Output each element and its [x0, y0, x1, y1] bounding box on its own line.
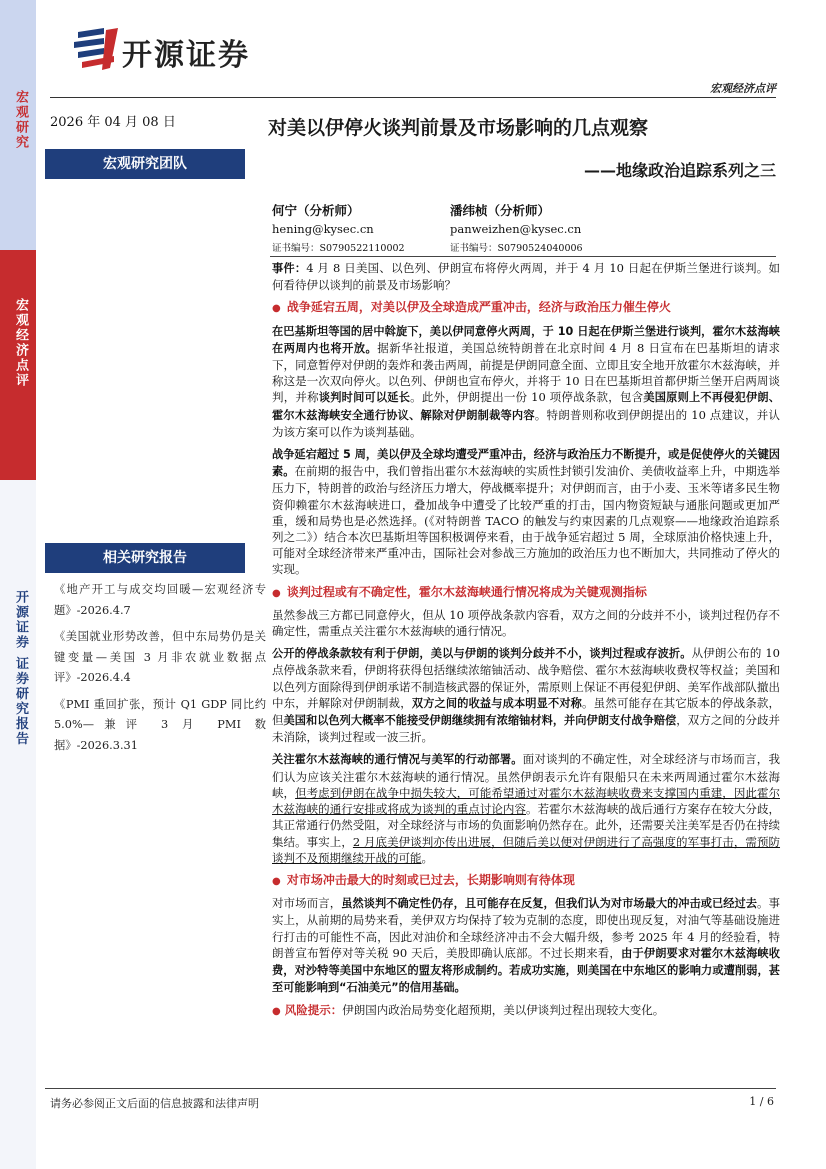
side-strip-bottom [0, 480, 36, 1169]
body-paragraph: 虽然参战三方都已同意停火，但从 10 项停战条款内容看，双方之间的分歧并不小，谈判过程仍存不确定性，需重点关注霍尔木兹海峡的通行情况。 [272, 607, 780, 639]
report-title: 对美以伊停火谈判前景及市场影响的几点观察 [268, 117, 649, 139]
section-heading [272, 584, 780, 602]
lead-sentence: 公开的停战条款较有利于伊朗，美以与伊朗的谈判分歧并不小，谈判过程或存波折。 [272, 647, 692, 661]
lead-sentence: 在巴基斯坦等国的居中斡旋下，美以伊同意停火两周，于 10 日起在伊斯兰堡进行谈判，霍尔木兹海峡在两周内也将开放。 [272, 324, 780, 355]
emphasis-text: 美国原则上不再侵犯伊朗、霍尔木兹海峡安全通行协议、解除对伊朗制裁等内容 [272, 391, 780, 422]
body-paragraph [272, 751, 780, 865]
related-reports-list [54, 580, 266, 762]
body-text: 。此外，伊朗提出一份 10 项停战条款，包含 [410, 390, 644, 405]
bullet-icon: ● [272, 1006, 281, 1018]
section-heading-text: 战争延宕五周，对美以伊及全球造成严重冲击，经济与政治压力催生停火 [286, 300, 671, 315]
brand-name: 开源证券 [122, 38, 250, 73]
body-text: 。特朗普则称收到伊朗提出的 10 点建议，并认为该方案可以作为谈判基础。 [272, 407, 780, 439]
section-heading-text: 对市场冲击最大的时刻或已过去，长期影响则有待体现 [286, 872, 575, 887]
report-type: 宏观经济点评 [710, 82, 776, 95]
body-text: 。 [421, 850, 433, 865]
underlined-text: 但考虑到伊朗在战争中损失较大，可能希望通过对霍尔木兹海峡收费来支撑国内重建，因此霍尔木兹海峡的通行安排或将成为谈判的重点讨论内容 [272, 785, 780, 817]
section-heading [272, 299, 780, 317]
bullet-icon: ● [272, 303, 281, 315]
body-text: 从伊朗公布的 10 点停战条款来看，伊朗将获得包括继续浓缩铀活动、战争赔偿、霍尔木兹海峡收费权等权益；美国和以色列方面除得到伊朗承诺不制造核武器的保证外，需原则上保证不再侵犯伊朗、美军作战部队撤出中东，并解除对伊朗制裁， [272, 646, 780, 710]
footer-divider [45, 1088, 776, 1089]
bullet-icon: ● [272, 587, 281, 599]
event-paragraph [272, 260, 780, 293]
footer-disclaimer: 请务必参阅正文后面的信息披露和法律声明 [50, 1097, 259, 1110]
analyst-name: 潘纬桢（分析师） [450, 203, 551, 218]
analyst-cert: 证书编号：S0790524040006 [450, 243, 583, 254]
body-text: 。虽然可能存在其它版本的停战条款，但 [272, 695, 781, 728]
report-body [272, 260, 780, 1027]
body-paragraph [272, 323, 780, 440]
body-text: 。事实上，从前期的局势来看，美伊双方均保持了较为克制的态度，即使出现反复，对油气等基础设施进行打击的可能性不高，因此对油价和全球经济冲击不会大幅升级，参考 2025 年 4 月的经验看，特朗普宣布暂停对等关税 90 天后，美股即确认底部。不过长期来看， [272, 896, 780, 960]
analyst-divider [270, 256, 776, 257]
related-report-item[interactable]: 《地产开工与成交均回暖—宏观经济专题》-2026.4.7 [54, 583, 266, 617]
body-text: 面对谈判的不确定性，对全球经济与市场而言，我们认为应该关注霍尔木兹海峡的通行情况。虽然伊朗表示允许有限船只在未来两周通过霍尔木兹海峡， [272, 752, 780, 800]
emphasis-text: 谈判时间可以延长 [318, 391, 411, 405]
related-reports-label: 相关研究报告 [45, 543, 245, 573]
bullet-icon: ● [272, 875, 281, 887]
team-label: 宏观研究团队 [45, 149, 245, 179]
lead-sentence: 关注霍尔木兹海峡的通行情况与美军的行动部署。 [272, 753, 523, 767]
brand-logo-icon [74, 26, 120, 72]
page-number: 1 / 6 [749, 1095, 774, 1108]
lead-sentence: 战争延宕超过 5 周，美以伊及全球均遭受严重冲击，经济与政治压力不断提升，或是促使停火的关键因素。 [272, 448, 780, 479]
side-label-middle: 宏观经济点评 [13, 298, 28, 388]
related-report-item[interactable]: 《PMI 重回扩张，预计 Q1 GDP 同比约 5.0%—兼评 3 月 PMI 数据》-2026.3.31 [54, 697, 266, 752]
analyst-email[interactable]: panweizhen@kysec.cn [450, 222, 582, 236]
risk-text: 伊朗国内政治局势变化超预期，美以伊谈判过程出现较大变化。 [342, 1003, 665, 1018]
analyst-card [450, 201, 583, 258]
analyst-card [272, 201, 405, 258]
analyst-name: 何宁（分析师） [272, 203, 360, 218]
underlined-text: 2 月底美伊谈判亦传出进展，但随后美以便对伊朗进行了高强度的军事打击，需预防谈判不及预期继续开战的可能 [272, 834, 781, 865]
risk-label: 风险提示： [284, 1003, 343, 1018]
event-text: 4 月 8 日美国、以色列、伊朗宣布将停火两周，并于 4 月 10 日起在伊斯兰堡进行谈判。如何看待伊以谈判的前景及市场影响？ [272, 261, 780, 293]
body-paragraph [272, 895, 780, 996]
emphasis-text: 由于伊朗要求对霍尔木兹海峡收费，对沙特等美国中东地区的盟友将形成制约。若成功实施，则美国在中东地区的影响力或遭削弱，甚至可能影响到“石油美元”的信用基础。 [272, 946, 780, 995]
emphasis-text: 双方之间的收益与成本明显不对称 [411, 696, 583, 710]
report-subtitle: ——地缘政治追踪系列之三 [583, 161, 776, 180]
body-paragraph [272, 645, 780, 745]
related-report-item[interactable]: 《美国就业形势改善，但中东局势仍是关键变量—美国 3 月非农就业数据点评》-2026.4.4 [54, 630, 266, 684]
section-heading-text: 谈判过程或有不确定性，霍尔木兹海峡通行情况将成为关键观测指标 [286, 584, 647, 599]
body-text: ，双方之间的分歧并未消除，谈判过程或一波三折。 [272, 713, 781, 745]
body-text: 据新华社报道，美国总统特朗普在北京时间 4 月 8 日宣布在巴基斯坦的请求下，同意暂停对伊朗的轰炸和袭击两周，前提是伊朗同意全面、立即且安全地开放霍尔木兹海峡，并称这是一次双向停火。以色列、伊朗也宣布停火，并将于 10 日在巴基斯坦首都伊斯兰堡开启两周谈判，并称 [272, 340, 780, 405]
emphasis-text: 虽然谈判不确定性仍存，且可能存在反复，但我们认为对市场最大的冲击或已经过去 [341, 897, 757, 911]
analyst-email[interactable]: hening@kysec.cn [272, 222, 374, 236]
body-text: 对市场而言， [272, 896, 342, 911]
report-date: 2026 年 04 月 08 日 [50, 115, 176, 130]
body-paragraph [272, 446, 780, 578]
body-text: 。若霍尔木兹海峡的战后通行方案存在较大分歧，其正常通行仍然受阻，对全球经济与市场的负面影响仍然存在。此外，还需要关注美军是否仍在持续集结。事实上， [272, 802, 781, 849]
analyst-cert: 证书编号：S0790522110002 [272, 243, 405, 254]
section-heading [272, 872, 780, 890]
emphasis-text: 美国和以色列大概率不能接受伊朗继续拥有浓缩铀材料，并向伊朗支付战争赔偿 [283, 714, 677, 728]
side-label-bottom: 开源证券 证券研究报告 [13, 590, 28, 747]
header-divider [50, 97, 776, 98]
risk-paragraph [272, 1002, 780, 1020]
body-text: 在前期的报告中，我们曾指出霍尔木兹海峡的实质性封锁引发油价、美债收益率上升，中期选举压力下，特朗普的政治与经济压力增大，停战概率提升；对伊朗而言，由于小麦、玉米等诸多民生物资仰赖霍尔木兹海峡进口，叠加战争中遭受了比较严重的打击，国内物资短缺与通胀问题或更加严重，缓和局势也是必然选择。(《对特朗普 TACO 的触发与约束因素的几点观察——地缘政治追踪系列之二》）结合本次巴基斯坦等国积极调停来看，由于战争延宕超过 5 周，全球原油价格快速上升，可能对全球经济带来严重冲击，国际社会对参战三方施加的政治压力也不断加大，共同推动了停火的实现。 [272, 464, 780, 577]
event-label: 事件： [272, 262, 307, 275]
side-label-top: 宏观研究 [13, 90, 28, 150]
